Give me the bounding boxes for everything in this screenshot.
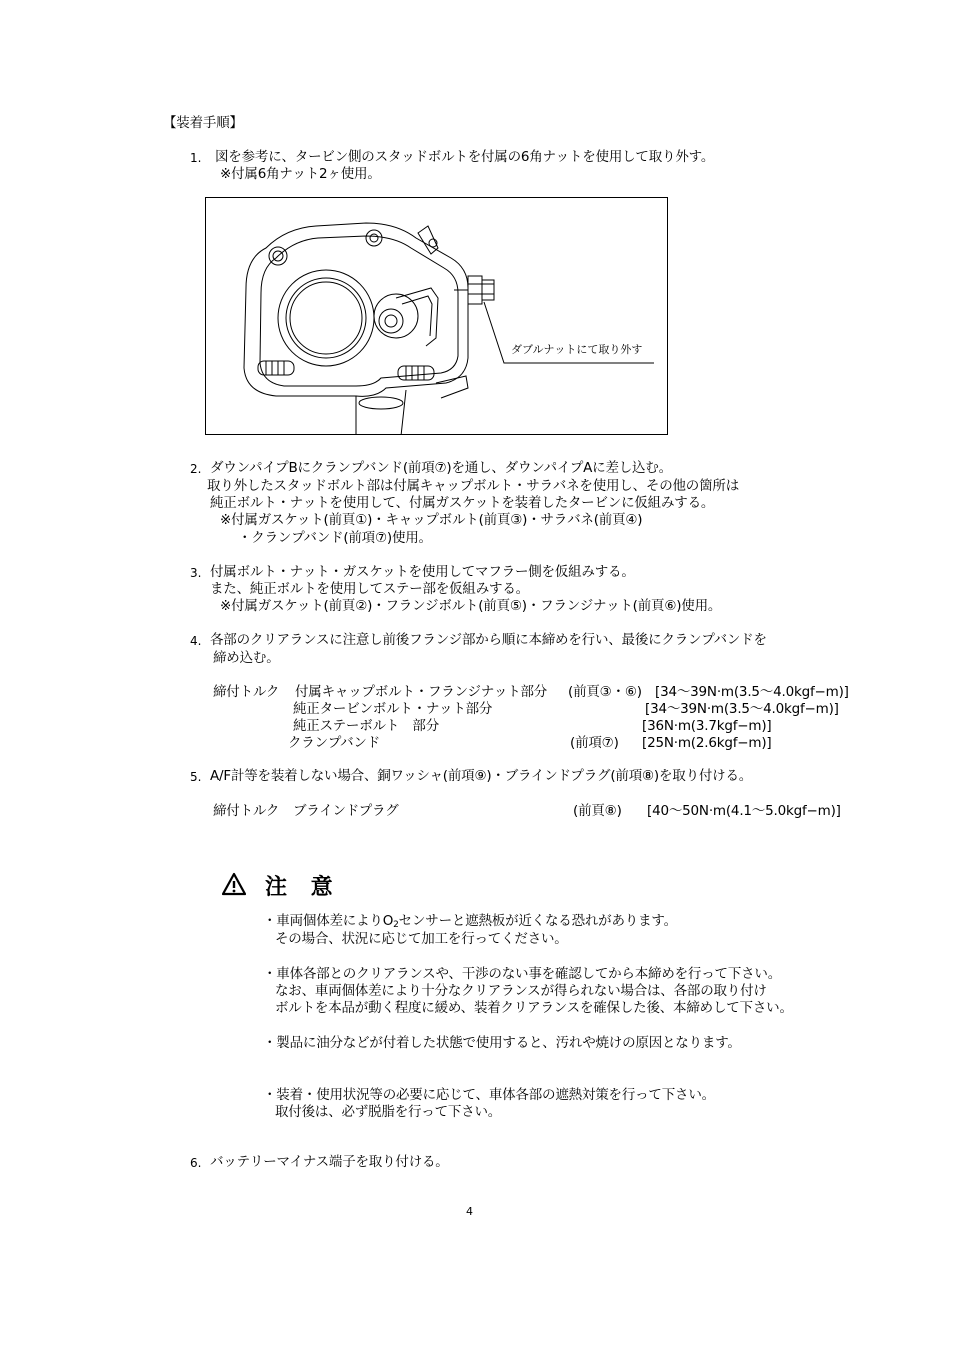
step-2-line-2: 取り外したスタッドボルト部は付属キャップボルト・サラバネを使用し、その他の箇所は xyxy=(207,478,739,494)
step-5-number: 5. xyxy=(190,770,202,784)
torque5-label: 締付トルク xyxy=(213,803,280,819)
torque5-part: ブラインドプラグ xyxy=(293,803,399,819)
caution-title: 注 意 xyxy=(265,875,341,900)
torque4-row4-part: クランプバンド xyxy=(288,735,381,751)
main-port xyxy=(278,270,374,366)
torque4-row3-part: 純正ステーボルト 部分 xyxy=(293,718,440,734)
step-1-line-1: 図を参考に、タービン側のスタッドボルトを付属の6角ナットを使用して取り外す。 xyxy=(215,149,715,165)
caution-item-1: ・車両個体差により$O_2$センサーと遮熱板が近くなる恐れがあります。 xyxy=(263,913,677,930)
step-6-number: 6. xyxy=(190,1156,202,1170)
step-3-line-2: また、純正ボルトを使用してステー部を仮組みする。 xyxy=(210,581,529,597)
flange-inner xyxy=(260,236,458,386)
step-2-line-4: ※付属ガスケット(前頁①)・キャップボルト(前頁③)・サラバネ(前頁④) xyxy=(220,512,643,528)
step-2-line-3: 純正ボルト・ナットを使用して、付属ガスケットを装着したタービンに仮組みする。 xyxy=(210,495,715,511)
torque5-ref: (前頁⑧) xyxy=(573,803,622,819)
warning-icon xyxy=(222,872,246,896)
step-4-line-2: 締め込む。 xyxy=(213,650,280,666)
callout-text: ダブルナットにて取り外す xyxy=(511,343,643,356)
torque4-row2-value: [34〜39N·m(3.5〜4.0kgf−m)] xyxy=(645,701,839,717)
double-nut-2 xyxy=(482,280,494,300)
torque4-row1-ref: (前頁③・⑥) xyxy=(568,684,642,700)
caution-item-3: ・製品に油分などが付着した状態で使用すると、汚れや焼けの原因となります。 xyxy=(263,1035,741,1051)
caution-item-1-line-2: その場合、状況に応じて加工を行ってください。 xyxy=(275,931,568,947)
torque4-label: 締付トルク xyxy=(213,684,280,700)
turbine-drawing xyxy=(206,198,668,435)
stud-right xyxy=(398,366,434,380)
step-4-number: 4. xyxy=(190,634,202,648)
torque4-row2-part: 純正タービンボルト・ナット部分 xyxy=(293,701,493,717)
step-2-line-5: ・クランプバンド(前項⑦)使用。 xyxy=(238,530,432,546)
step-5-line-1: A/F計等を装着しない場合、銅ワッシャ(前項⑨)・ブラインドプラグ(前項⑧)を取り付ける。 xyxy=(210,768,753,784)
step-2-line-1: ダウンパイプBにクランプバンド(前項⑦)を通し、ダウンパイプAに差し込む。 xyxy=(210,460,672,476)
page-number: 4 xyxy=(466,1205,473,1218)
torque4-row1-value: [34〜39N·m(3.5〜4.0kgf−m)] xyxy=(655,684,849,700)
step-6-line-1: バッテリーマイナス端子を取り付ける。 xyxy=(210,1154,449,1170)
turbine-figure xyxy=(205,197,668,435)
caution-item-2-line-3: ボルトを本品が動く程度に緩め、装着クリアランスを確保した後、本締めして下さい。 xyxy=(275,1000,793,1016)
caution-item-4-line-1: ・装着・使用状況等の必要に応じて、車体各部の遮熱対策を行って下さい。 xyxy=(263,1087,715,1103)
step-4-line-1: 各部のクリアランスに注意し前後フランジ部から順に本締めを行い、最後にクランプバンドを xyxy=(210,632,767,648)
step-1-line-2: ※付属6角ナット2ヶ使用。 xyxy=(220,166,381,182)
stud-left xyxy=(258,361,294,375)
step-3-line-1: 付属ボルト・ナット・ガスケットを使用してマフラー側を仮組みする。 xyxy=(210,564,635,580)
torque4-row4-ref: (前項⑦) xyxy=(570,735,619,751)
caution-item-2-line-1: ・車体各部とのクリアランスや、干渉のない事を確認してから本締めを行って下さい。 xyxy=(263,966,782,982)
step-3-number: 3. xyxy=(190,566,202,580)
step-3-line-3: ※付属ガスケット(前頁②)・フランジボルト(前頁⑤)・フランジナット(前頁⑥)使用。 xyxy=(220,598,722,614)
torque4-row3-value: [36N·m(3.7kgf−m)] xyxy=(642,718,772,734)
caution-item-4-line-2: 取付後は、必ず脱脂を行って下さい。 xyxy=(275,1104,502,1120)
step-1-number: 1. xyxy=(190,151,202,165)
torque4-row1-part: 付属キャップボルト・フランジナット部分 xyxy=(295,684,548,700)
torque5-value: [40〜50N·m(4.1〜5.0kgf−m)] xyxy=(647,803,841,819)
torque4-row4-value: [25N·m(2.6kgf−m)] xyxy=(642,735,772,751)
caution-item-2-line-2: なお、車両個体差により十分なクリアランスが得られない場合は、各部の取り付け xyxy=(275,983,767,999)
bolt-hole-top xyxy=(366,230,382,246)
double-nut-1 xyxy=(468,276,482,304)
step-2-number: 2. xyxy=(190,462,202,476)
section-title: 【装着手順】 xyxy=(163,115,243,131)
